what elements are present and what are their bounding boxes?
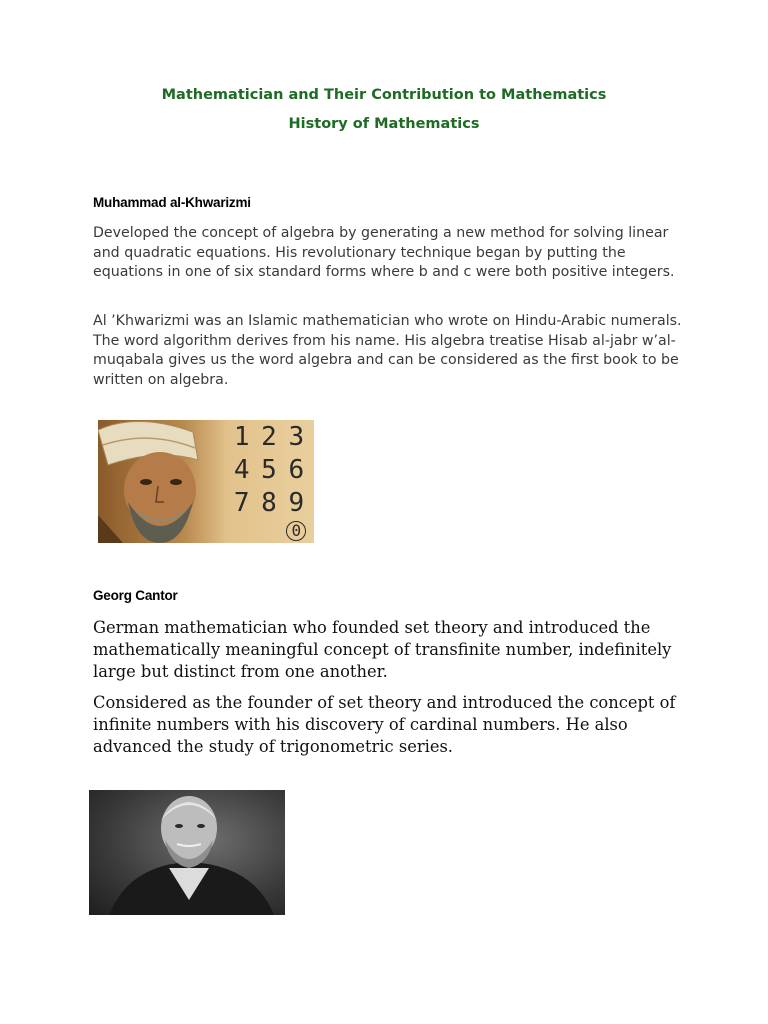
khwarizmi-paragraph-2: Al ’Khwarizmi was an Islamic mathematician who wrote on Hindu-Arabic numerals. The word algorithm derives from his name. His algebra treatise Hisab al-jabr w’al-muqabala gives us the word algebra and can be considered as the first book to be written on algebra. (93, 313, 682, 388)
numeral: 1 (233, 422, 250, 452)
section-heading-cantor: Georg Cantor (93, 588, 178, 603)
section-heading-khwarizmi: Muhammad al-Khwarizmi (93, 195, 251, 210)
numeral: 7 (233, 488, 250, 518)
numeral-zero: 0 (286, 521, 306, 541)
numeral: 9 (288, 488, 305, 518)
page-subtitle: History of Mathematics (288, 116, 480, 132)
numeral: 2 (261, 422, 277, 452)
cantor-paragraph-1: German mathematician who founded set theory and introduced the mathematically meaningful concept of transfinite number, indefinitely large but distinct from one another. (93, 618, 672, 681)
numeral: 6 (288, 455, 305, 485)
khwarizmi-paragraph-1: Developed the concept of algebra by generating a new method for solving linear and quadratic equations. His revolutionary technique began by putting the equations in one of six standard forms where b and c were both positive integers. (93, 225, 675, 281)
numerals-grid (228, 422, 310, 540)
page-title: Mathematician and Their Contribution to Mathematics (161, 87, 607, 103)
numeral: 5 (261, 455, 277, 485)
khwarizmi-portrait-image (98, 420, 314, 543)
cantor-portrait-image (89, 790, 285, 915)
numeral: 4 (233, 455, 250, 485)
cantor-illustration (89, 790, 285, 915)
cantor-paragraph-2: Considered as the founder of set theory and introduced the concept of infinite numbers with his discovery of cardinal numbers. He also advanced the study of trigonometric series. (93, 693, 676, 756)
numeral: 8 (261, 488, 277, 518)
numeral: 3 (288, 422, 305, 452)
